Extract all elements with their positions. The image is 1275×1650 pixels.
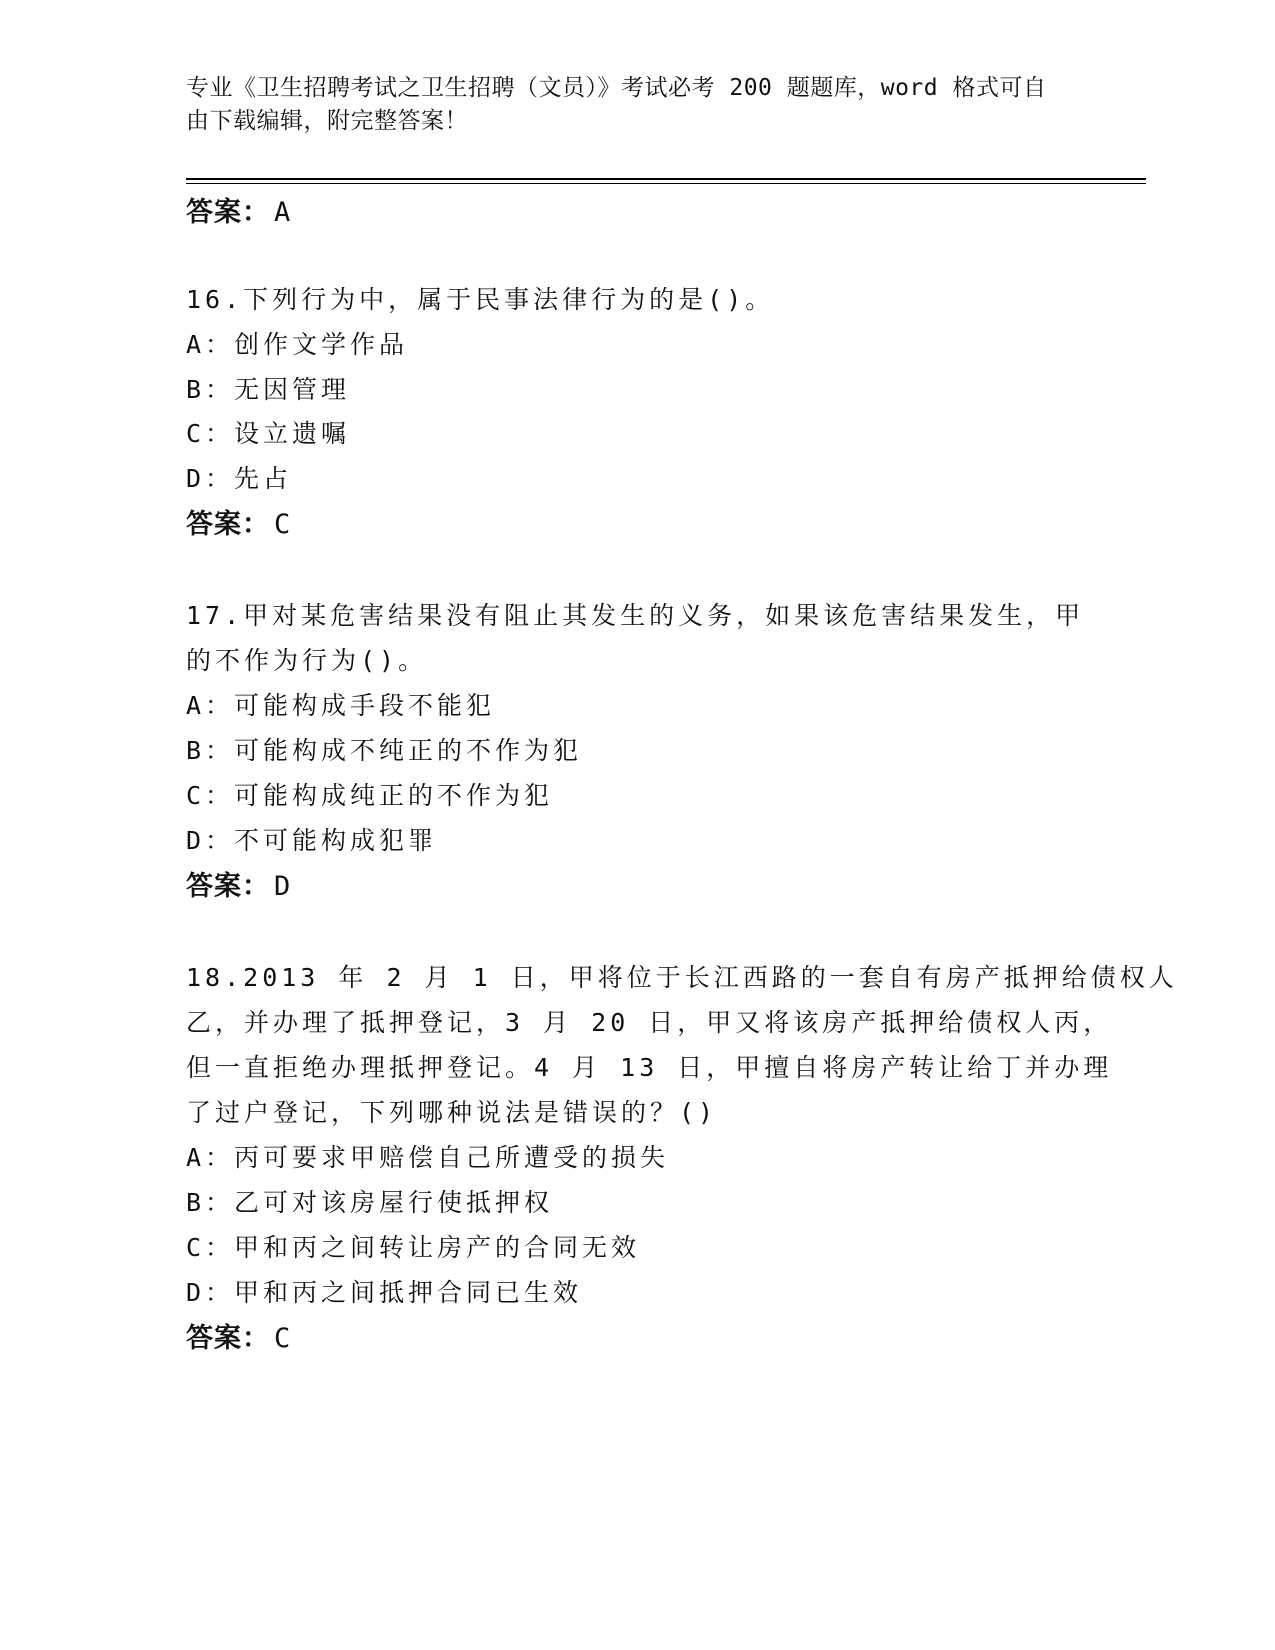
header-line-1: 专业《卫生招聘考试之卫生招聘（文员）》考试必考 200 题题库，word 格式可自 [186, 75, 1047, 101]
answer-line [186, 190, 291, 229]
question-18-stem-line-2: 乙，并办理了抵押登记，3 月 20 日，甲又将该房产抵押给债权人丙， [186, 1008, 1113, 1037]
question-17-option-c: C：可能构成纯正的不作为犯 [186, 781, 554, 810]
question-16-stem: 16.下列行为中，属于民事法律行为的是()。 [186, 285, 775, 314]
answer-value: C [274, 1323, 292, 1354]
answer-label: 答案： [186, 1323, 270, 1354]
question-18-option-d: D：甲和丙之间抵押合同已生效 [186, 1278, 583, 1307]
question-16-option-c: C：设立遗嘱 [186, 419, 351, 448]
question-18-stem-line-3: 但一直拒绝办理抵押登记。4 月 13 日，甲擅自将房产转让给丁并办理 [186, 1053, 1113, 1082]
question-16-option-a: A：创作文学作品 [186, 330, 409, 359]
question-18-option-b: B：乙可对该房屋行使抵押权 [186, 1188, 554, 1217]
answer-value: A [274, 197, 292, 228]
document-header [186, 72, 1086, 138]
answer-value: D [274, 871, 292, 902]
question-18-stem-line-1: 18.2013 年 2 月 1 日，甲将位于长江西路的一套自有房产抵押给债权人 [186, 963, 1178, 992]
question-18-option-a: A：丙可要求甲赔偿自己所遭受的损失 [186, 1143, 670, 1172]
header-line-2: 由下载编辑，附完整答案！ [186, 108, 468, 134]
answer-label: 答案： [186, 197, 270, 228]
question-17-option-a: A：可能构成手段不能犯 [186, 691, 496, 720]
question-16-answer [186, 502, 291, 541]
header-divider-thin [186, 183, 1146, 184]
question-17-answer [186, 864, 291, 903]
answer-label: 答案： [186, 509, 270, 540]
question-17-stem-line-1: 17.甲对某危害结果没有阻止其发生的义务，如果该危害结果发生，甲 [186, 601, 1085, 630]
question-17-option-d: D：不可能构成犯罪 [186, 826, 438, 855]
question-18-option-c: C：甲和丙之间转让房产的合同无效 [186, 1233, 641, 1262]
question-17-option-b: B：可能构成不纯正的不作为犯 [186, 736, 583, 765]
question-17-stem-line-2: 的不作为行为()。 [186, 646, 428, 675]
question-18-answer [186, 1316, 291, 1355]
header-divider [186, 178, 1146, 180]
answer-label: 答案： [186, 871, 270, 902]
question-16-option-b: B：无因管理 [186, 375, 351, 404]
question-16-option-d: D：先占 [186, 464, 293, 493]
question-18-stem-line-4: 了过户登记，下列哪种说法是错误的？() [186, 1098, 718, 1127]
answer-value: C [274, 509, 292, 540]
